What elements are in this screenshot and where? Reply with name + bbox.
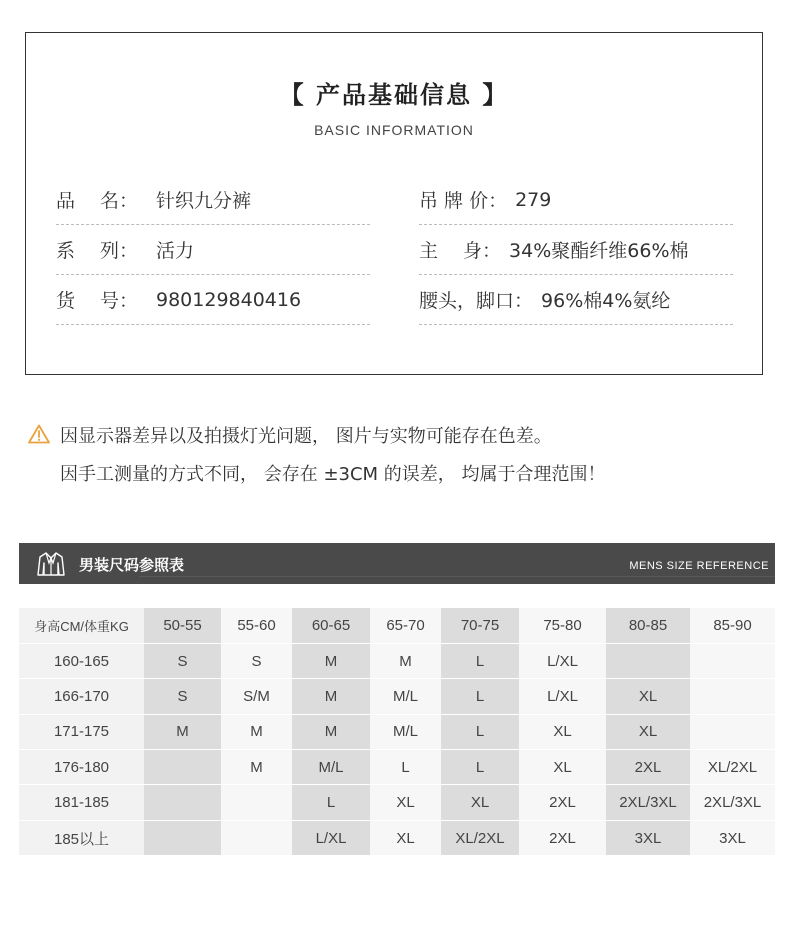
- size-chart-subtitle: MENS SIZE REFERENCE: [629, 560, 769, 572]
- height-cell: 166-170: [19, 679, 144, 714]
- table-corner-header: 身高CM/体重KG: [19, 608, 144, 643]
- table-row: [19, 750, 775, 785]
- size-cell: XL: [370, 820, 441, 855]
- size-cell: 2XL: [519, 820, 606, 855]
- size-cell: M: [144, 714, 221, 749]
- table-row: [19, 820, 775, 855]
- size-cell: L/XL: [292, 820, 370, 855]
- size-cell: 2XL: [519, 785, 606, 820]
- size-cell: S: [144, 679, 221, 714]
- info-subtitle: BASIC INFORMATION: [314, 122, 474, 138]
- size-cell: 2XL/3XL: [606, 785, 690, 820]
- size-cell: L/XL: [519, 679, 606, 714]
- size-cell: M: [292, 643, 370, 678]
- info-label: 系 列：: [56, 240, 139, 262]
- notice-line-1: 因显示器差异以及拍摄灯光问题， 图片与实物可能存在色差。: [60, 426, 552, 447]
- table-row: [19, 714, 775, 749]
- size-cell: XL: [370, 785, 441, 820]
- size-cell: L/XL: [519, 643, 606, 678]
- size-cell: S: [221, 643, 292, 678]
- table-row: [19, 679, 775, 714]
- notice-line-2: 因手工测量的方式不同， 会存在 ±3CM 的误差， 均属于合理范围！: [60, 464, 606, 485]
- info-value: 96%棉4%氨纶: [541, 290, 671, 312]
- table-row: [19, 643, 775, 678]
- size-cell: L: [441, 750, 519, 785]
- size-cell: 3XL: [690, 820, 775, 855]
- size-chart-header: [19, 543, 775, 584]
- size-cell: L: [370, 750, 441, 785]
- size-cell: L: [441, 714, 519, 749]
- size-cell: XL: [606, 679, 690, 714]
- size-cell: [221, 820, 292, 855]
- info-label: 主 身：: [419, 240, 502, 262]
- weight-header: 80-85: [606, 608, 690, 643]
- height-cell: 160-165: [19, 643, 144, 678]
- size-cell: 3XL: [606, 820, 690, 855]
- size-cell: L: [292, 785, 370, 820]
- info-value: 活力: [156, 240, 195, 262]
- size-cell: [690, 679, 775, 714]
- size-cell: XL: [519, 714, 606, 749]
- warning-icon: [28, 424, 50, 444]
- weight-header: 60-65: [292, 608, 370, 643]
- weight-header: 65-70: [370, 608, 441, 643]
- info-row-waist-material: [419, 275, 733, 325]
- table-header-row: [19, 608, 775, 643]
- height-cell: 185以上: [19, 820, 144, 855]
- info-row-name: [56, 175, 370, 225]
- size-cell: M/L: [370, 679, 441, 714]
- size-cell: M/L: [292, 750, 370, 785]
- size-table: [19, 608, 775, 856]
- size-cell: L: [441, 643, 519, 678]
- size-chart-title: 男装尺码参照表: [79, 556, 185, 574]
- info-label: 货 号：: [56, 290, 139, 312]
- product-info-box: [25, 32, 763, 375]
- size-cell: M: [292, 679, 370, 714]
- height-cell: 171-175: [19, 714, 144, 749]
- info-label: 腰头，脚口：: [419, 290, 534, 312]
- size-cell: [144, 750, 221, 785]
- size-cell: XL: [519, 750, 606, 785]
- size-cell: [690, 714, 775, 749]
- info-label: 吊 牌 价：: [419, 190, 508, 212]
- weight-header: 55-60: [221, 608, 292, 643]
- info-value: 279: [515, 188, 552, 211]
- size-cell: M/L: [370, 714, 441, 749]
- info-row-body-material: [419, 225, 733, 275]
- size-cell: M: [221, 750, 292, 785]
- size-cell: S: [144, 643, 221, 678]
- info-row-price: [419, 175, 733, 225]
- size-cell: XL/2XL: [690, 750, 775, 785]
- size-cell: [144, 820, 221, 855]
- size-cell: S/M: [221, 679, 292, 714]
- weight-header: 70-75: [441, 608, 519, 643]
- size-cell: M: [292, 714, 370, 749]
- size-cell: XL: [606, 714, 690, 749]
- size-cell: L: [441, 679, 519, 714]
- info-row-sku: [56, 275, 370, 325]
- height-cell: 176-180: [19, 750, 144, 785]
- weight-header: 75-80: [519, 608, 606, 643]
- size-cell: XL: [441, 785, 519, 820]
- size-cell: [221, 785, 292, 820]
- table-row: [19, 785, 775, 820]
- info-row-series: [56, 225, 370, 275]
- jacket-icon: [37, 551, 65, 577]
- size-cell: [606, 643, 690, 678]
- size-cell: 2XL/3XL: [690, 785, 775, 820]
- info-label: 品 名：: [56, 190, 139, 212]
- info-value: 34%聚酯纤维66%棉: [509, 240, 689, 262]
- info-title: 【 产品基础信息 】: [279, 81, 509, 109]
- weight-header: 85-90: [690, 608, 775, 643]
- size-cell: XL/2XL: [441, 820, 519, 855]
- size-cell: 2XL: [606, 750, 690, 785]
- size-cell: M: [221, 714, 292, 749]
- info-value: 针织九分裤: [156, 190, 252, 212]
- size-cell: M: [370, 643, 441, 678]
- size-cell: [144, 785, 221, 820]
- size-cell: [690, 643, 775, 678]
- height-cell: 181-185: [19, 785, 144, 820]
- weight-header: 50-55: [144, 608, 221, 643]
- info-value: 980129840416: [156, 288, 302, 311]
